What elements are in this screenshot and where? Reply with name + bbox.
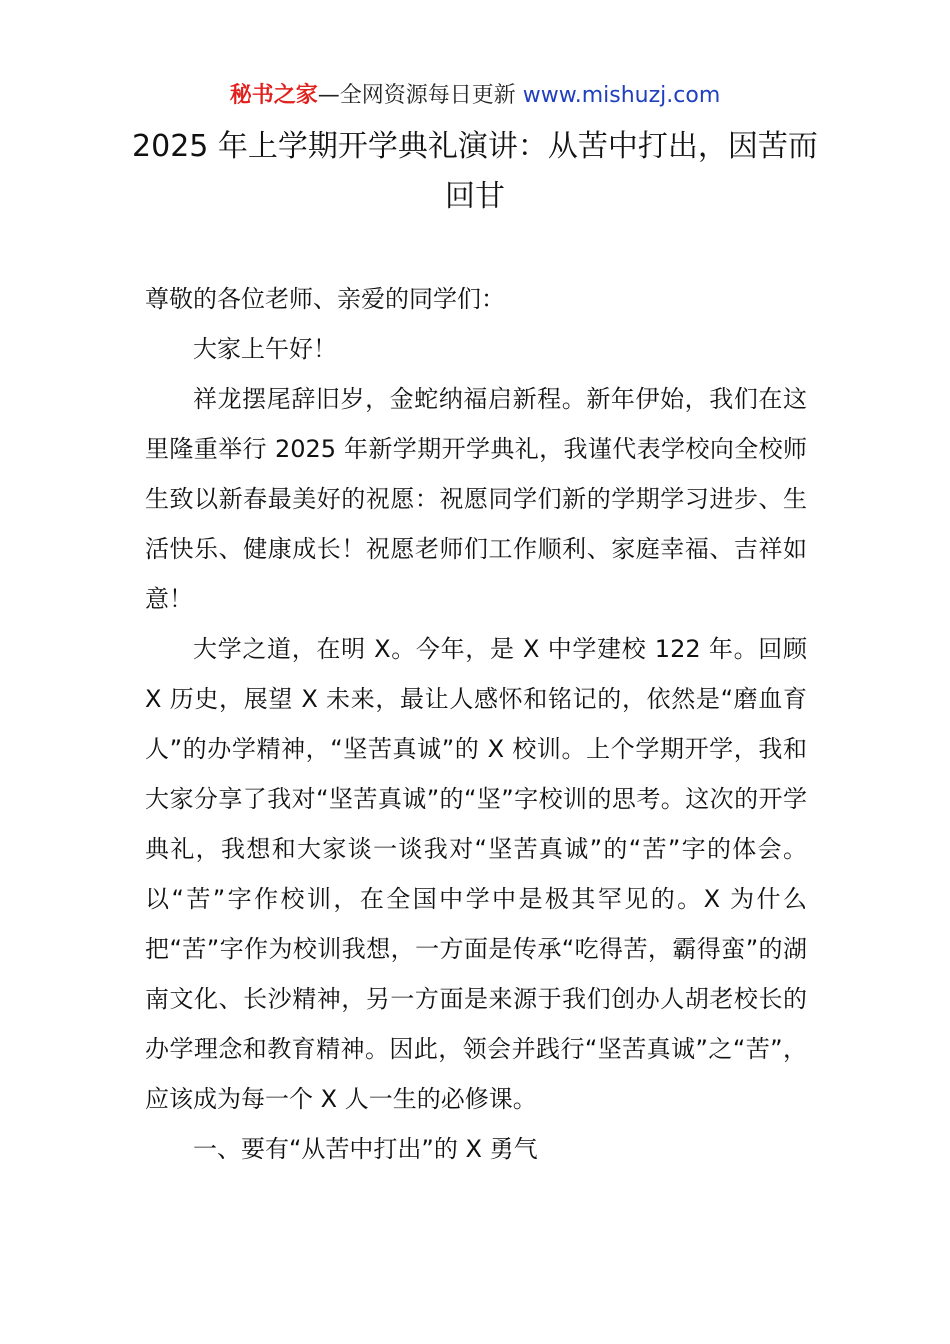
document-body (145, 274, 807, 1174)
greeting: 大家上午好！ (193, 335, 337, 363)
site-tagline: —全网资源每日更新 (317, 83, 523, 108)
document-title: 2025 年上学期开学典礼演讲：从苦中打出，因苦而回甘 (132, 129, 818, 214)
site-header (0, 80, 950, 112)
salutation: 尊敬的各位老师、亲爱的同学们： (145, 285, 505, 313)
site-brand: 秘书之家 (229, 83, 318, 108)
body-paragraph: 大学之道，在明 X。今年，是 X 中学建校 122 年。回顾 X 历史，展望 X 未来，最让人感怀和铭记的，依然是“磨血育人”的办学精神，“坚苦真诚”的 X 校训。上个学期开学，我和大家分享了我对“坚苦真诚”的“坚”字校训的思考。这次的开学典礼，我想和大家谈一谈我对“坚苦真诚”的“苦”字的体会。以“苦”字作校训，在全国中学中是极其罕见的。X 为什么把“苦”字作为校训我想，一方面是传承“吃得苦，霸得蛮”的湖南文化、长沙精神，另一方面是来源于我们创办人胡老校长的办学理念和教育精神。因此，领会并践行“坚苦真诚”之“苦”，应该成为每一个 X 人一生的必修课。 (145, 635, 807, 1113)
section-heading: 一、要有“从苦中打出”的 X 勇气 (193, 1135, 538, 1163)
site-url-link[interactable]: www.mishuzj.com (522, 83, 721, 108)
body-paragraph: 祥龙摆尾辞旧岁，金蛇纳福启新程。新年伊始，我们在这里隆重举行 2025 年新学期开学典礼，我谨代表学校向全校师生致以新春最美好的祝愿：祝愿同学们新的学期学习进步、生活快乐、健康成长！祝愿老师们工作顺利、家庭幸福、吉祥如意！ (145, 385, 807, 613)
